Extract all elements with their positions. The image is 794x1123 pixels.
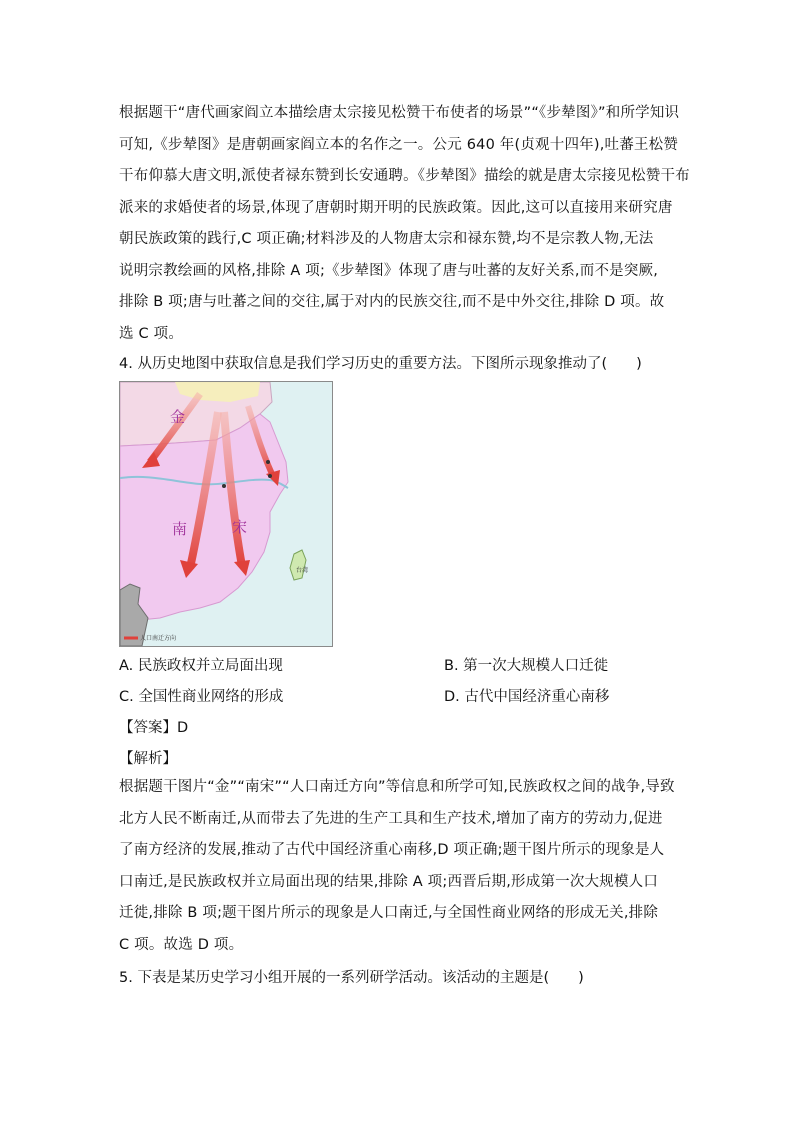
text-line: 朝民族政策的践行,C 项正确;材料涉及的人物唐太宗和禄东赞,均不是宗教人物,无法 bbox=[119, 231, 654, 247]
text-line: 排除 B 项;唐与吐蕃之间的交往,属于对内的民族交往,而不是中外交往,排除 D 项。故 bbox=[119, 294, 665, 310]
analysis-title: 【解析】 bbox=[119, 751, 177, 767]
city-marker bbox=[268, 474, 272, 478]
question-4-stem: 4. 从历史地图中获取信息是我们学习历史的重要方法。下图所示现象推动了( ) bbox=[119, 356, 642, 372]
text-line: 迁徙,排除 B 项;题干图片所示的现象是人口南迁,与全国性商业网络的形成无关,排除 bbox=[119, 905, 659, 921]
text-line: 北方人民不断南迁,从而带去了先进的生产工具和生产技术,增加了南方的劳动力,促进 bbox=[119, 810, 663, 827]
city-marker bbox=[222, 484, 226, 488]
jin-label: 金 bbox=[170, 408, 186, 426]
text-line: C 项。故选 D 项。 bbox=[119, 936, 244, 953]
option-a: A. 民族政权并立局面出现 bbox=[119, 658, 283, 674]
text-line: 了南方经济的发展,推动了古代中国经济重心南移,D 项正确;题干图片所示的现象是人 bbox=[119, 842, 665, 858]
map-svg bbox=[120, 382, 332, 646]
text-line: 选 C 项。 bbox=[119, 325, 184, 342]
text-line: 根据题干图片“金”“南宋”“人口南迁方向”等信息和所学可知,民族政权之间的战争,导致 bbox=[119, 779, 675, 795]
text-line: 派来的求婚使者的场景,体现了唐朝时期开明的民族政策。因此,这可以直接用来研究唐 bbox=[119, 199, 673, 216]
text-line: 可知,《步辇图》是唐朝画家阎立本的名作之一。公元 640 年(贞观十四年),吐蕃王松赞 bbox=[119, 136, 679, 153]
taiwan-label: 台湾 bbox=[296, 567, 309, 574]
analysis-paragraph-q4 bbox=[119, 772, 679, 961]
song-label: 宋 bbox=[232, 518, 248, 536]
historical-map bbox=[119, 381, 333, 647]
city-marker bbox=[266, 460, 270, 464]
question-5-stem: 5. 下表是某历史学习小组开展的一系列研学活动。该活动的主题是( ) bbox=[119, 970, 584, 986]
analysis-paragraph-q3 bbox=[119, 98, 690, 350]
text-line: 根据题干“唐代画家阎立本描绘唐太宗接见松赞干布使者的场景”“《步辇图》”和所学知识 bbox=[119, 105, 680, 121]
text-line: 口南迁,是民族政权并立局面出现的结果,排除 A 项;西晋后期,形成第一次大规模人口 bbox=[119, 873, 659, 890]
option-b: B. 第一次大规模人口迁徙 bbox=[444, 658, 609, 674]
nan-label: 南 bbox=[172, 520, 188, 538]
option-d: D. 古代中国经济重心南移 bbox=[444, 689, 610, 705]
legend-label: 人口南迁方向 bbox=[140, 635, 177, 642]
answer-line: 【答案】D bbox=[119, 720, 189, 736]
text-line: 干布仰慕大唐文明,派使者禄东赞到长安通聘。《步辇图》描绘的就是唐太宗接见松赞干布 bbox=[119, 168, 690, 184]
text-line: 说明宗教绘画的风格,排除 A 项;《步辇图》体现了唐与吐蕃的友好关系,而不是突厥, bbox=[119, 262, 659, 279]
option-c: C. 全国性商业网络的形成 bbox=[119, 689, 284, 705]
